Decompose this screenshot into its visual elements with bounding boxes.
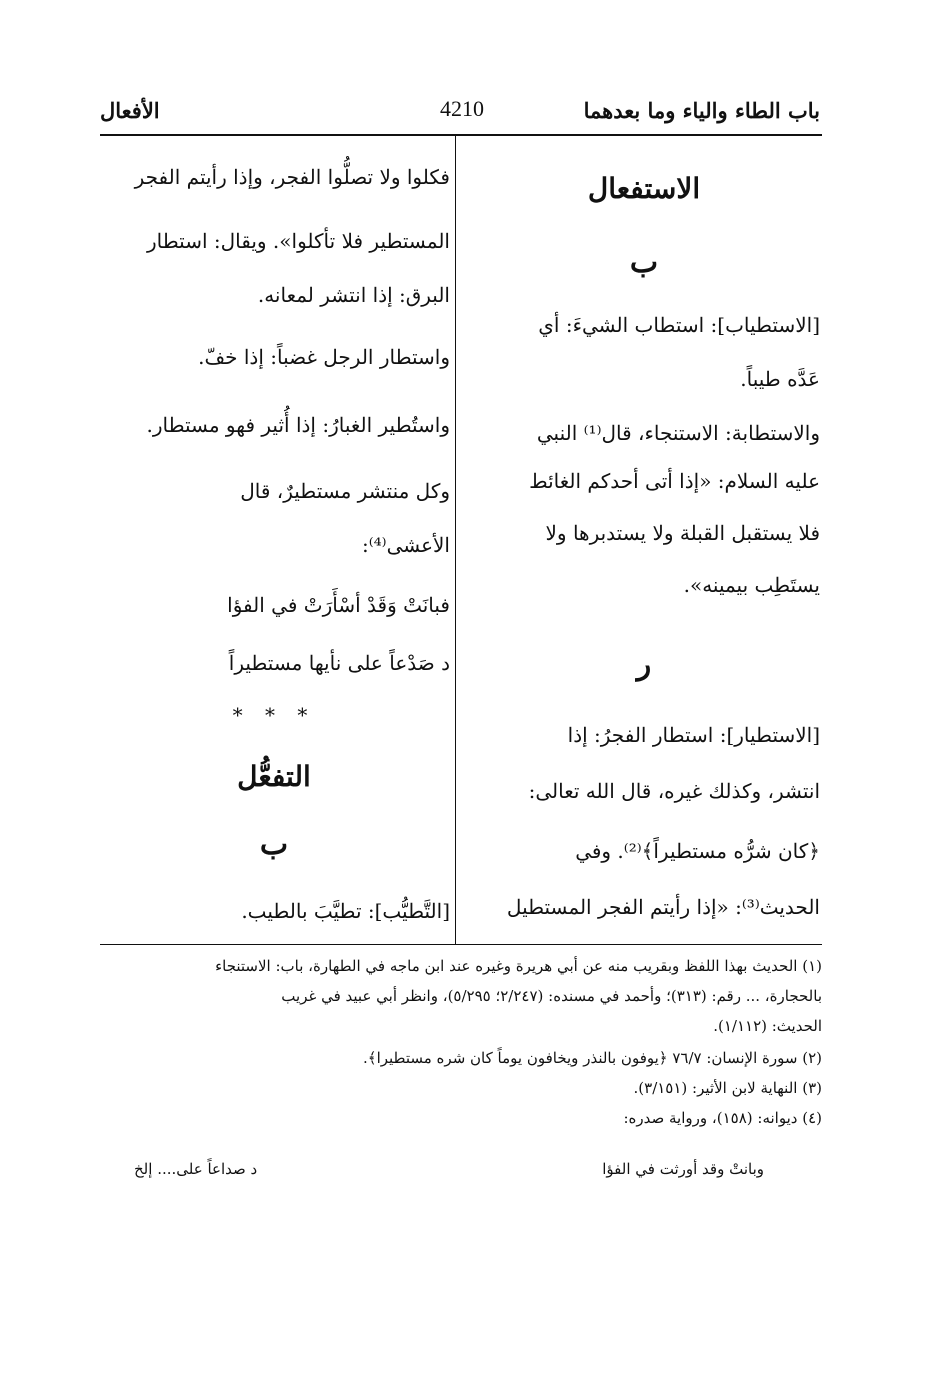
- text-line: [الاستطيار]: استطار الفجرُ: إذا: [567, 723, 820, 747]
- footnote-line: (٤) ديوانه: (١٥٨)، ورواية صدره:: [623, 1109, 822, 1127]
- verse-line: فبانَتْ وَقَدْ أسْأَرَتْ في الفؤا: [227, 593, 450, 617]
- footnote-line: بالحجارة، ... رقم: (٣١٣)؛ وأحمد في مسنده: (٢/٢٤٧؛ ٥/٢٩٥)، وانظر أبي عبيد في غريب: [281, 987, 822, 1005]
- column-divider: [455, 136, 456, 944]
- text-line: [التَّطيُّب]: تطيَّبَ بالطيب.: [241, 899, 450, 923]
- section-title: الأفعال: [100, 98, 160, 123]
- text-line: وكل منتشر مستطيرٌ، قال: [240, 479, 450, 503]
- footnote-line: الحديث: (١/١١٢).: [713, 1017, 822, 1035]
- footnote-verse-first-half: وبانتْ وقد أورثت في الفؤا: [602, 1160, 764, 1178]
- text-line: البرق: إذا انتشر لمعانه.: [257, 283, 450, 307]
- chapter-title: باب الطاء والياء وما بعدهما: [583, 98, 820, 123]
- text-line: المستطير فلا تأكلوا». ويقال: استطار: [147, 229, 450, 253]
- text-line: والاستطابة: الاستنجاء، قال⁽¹⁾ النبي: [536, 421, 820, 445]
- text-line: واستطار الرجل غضباً: إذا خفّ.: [198, 345, 450, 369]
- letter-heading-r: ر: [636, 647, 652, 682]
- text-line: يستَطِب بيمينه».: [683, 573, 820, 597]
- footnote-line: (٣) النهاية لابن الأثير: (٣/١٥١).: [633, 1079, 822, 1097]
- text-line: انتشر، وكذلك غيره، قال الله تعالى:: [528, 779, 820, 803]
- footnote-line: (٢) سورة الإنسان: ٧٦/٧ ﴿يوفون بالنذر ويخافون يوماً كان شره مستطيرا﴾.: [363, 1049, 822, 1067]
- verse-line: د صَدْعاً على نأيها مستطيراً: [228, 651, 450, 675]
- text-line: فلا يستقبل القبلة ولا يستدبرها ولا: [545, 521, 820, 545]
- text-line: واستُطير الغبارُ: إذا أُثير فهو مستطار.: [146, 413, 450, 437]
- section-separator: * * *: [232, 703, 316, 727]
- footnote-rule: [100, 944, 822, 945]
- footnote-line: (١) الحديث بهذا اللفظ وبقريب منه عن أبي هريرة وغيره عند ابن ماجه في الطهارة، باب: الاستنجاء: [215, 957, 822, 975]
- letter-heading-b: ب: [259, 827, 289, 862]
- footnote-verse-second-half: د صداعاً على.... إلخ: [134, 1160, 258, 1178]
- heading-tafaul: التفعُّل: [237, 760, 311, 793]
- header-rule: [100, 134, 822, 136]
- text-line: عَدَّه طيباً.: [740, 367, 820, 391]
- text-line: الأعشى⁽⁴⁾:: [361, 533, 450, 557]
- text-line: [الاستطياب]: استطاب الشيءَ: أي: [538, 313, 820, 337]
- letter-heading-b: ب: [629, 245, 659, 280]
- page-header: [100, 96, 820, 132]
- text-line: عليه السلام: «إذا أتى أحدكم الغائط: [529, 469, 820, 493]
- text-line: الحديث⁽³⁾: «إذا رأيتم الفجر المستطيل: [506, 895, 820, 919]
- page-number: 4210: [440, 96, 484, 121]
- text-line: ﴿كان شرُّه مستطيراً﴾⁽²⁾. وفي: [575, 839, 820, 863]
- text-line: فكلوا ولا تصلُّوا الفجر، وإذا رأيتم الفجر: [134, 165, 450, 189]
- heading-istifaal: الاستفعال: [587, 172, 701, 205]
